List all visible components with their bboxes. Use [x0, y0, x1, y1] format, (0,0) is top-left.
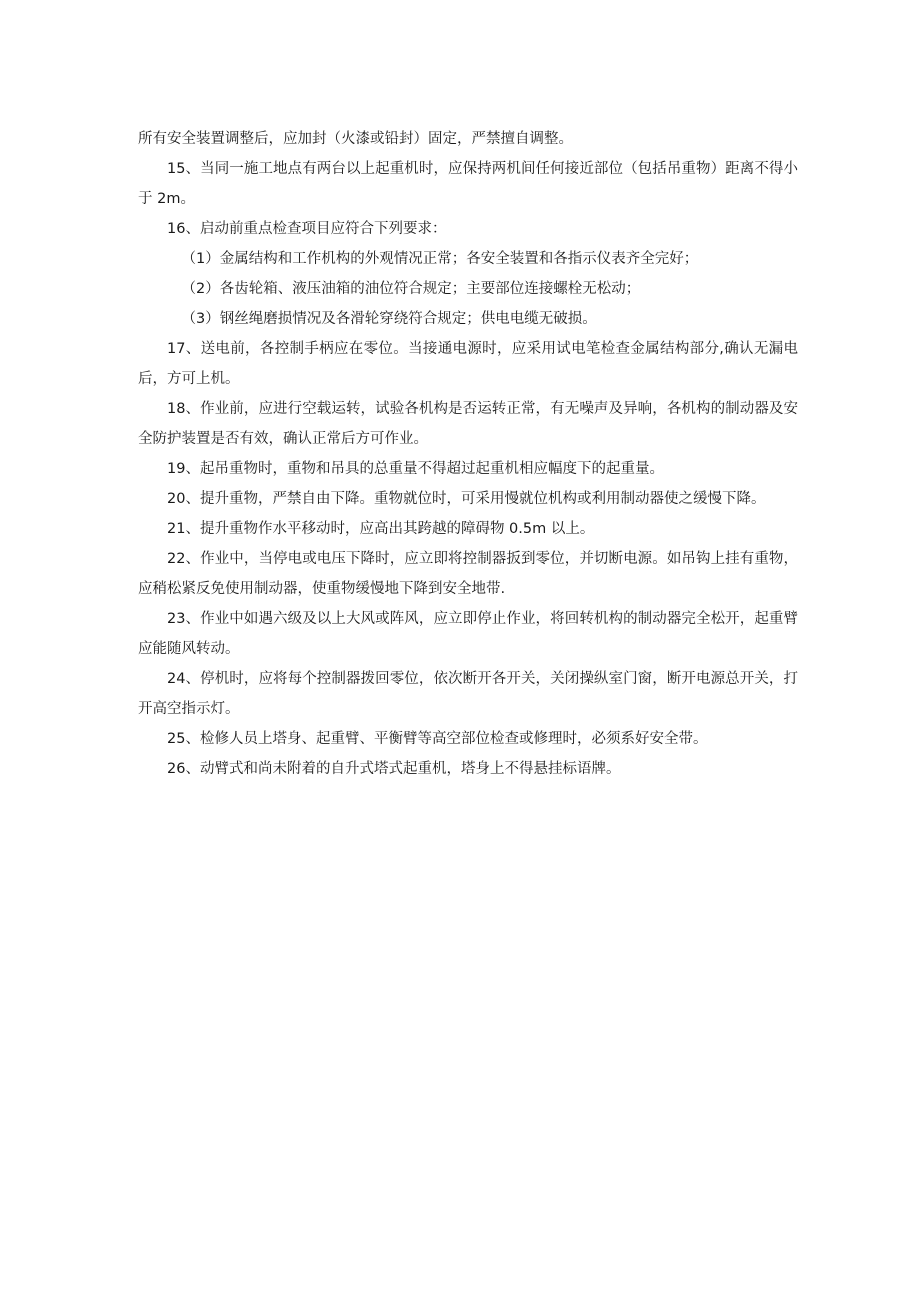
paragraph-18: 18、作业前，应进行空载运转，试验各机构是否运转正常，有无噪声及异响，各机构的制动器及安全防护装置是否有效，确认正常后方可作业。: [138, 401, 798, 447]
paragraph-25: 25、检修人员上塔身、起重臂、平衡臂等高空部位检查或修理时，必须系好安全带。: [167, 731, 708, 747]
sub-item-2: （2）各齿轮箱、液压油箱的油位符合规定；主要部位连接螺栓无松动；: [181, 281, 641, 297]
paragraph-continuation: 所有安全装置调整后，应加封（火漆或铅封）固定，严禁擅自调整。: [138, 131, 573, 147]
paragraph-16: 16、启动前重点检查项目应符合下列要求：: [167, 221, 447, 237]
paragraph-20: 20、提升重物，严禁自由下降。重物就位时，可采用慢就位机构或利用制动器使之缓慢下降。: [167, 491, 766, 507]
document-body: [138, 124, 798, 784]
paragraph-15: 15、当同一施工地点有两台以上起重机时，应保持两机间任何接近部位（包括吊重物）距离不得小于 2m。: [138, 161, 798, 207]
paragraph-17: 17、送电前，各控制手柄应在零位。当接通电源时，应采用试电笔检查金属结构部分,确认无漏电后，方可上机。: [138, 341, 798, 387]
paragraph-21: 21、提升重物作水平移动时，应高出其跨越的障碍物 0.5m 以上。: [167, 521, 595, 537]
sub-item-3: （3）钢丝绳磨损情况及各滑轮穿绕符合规定；供电电缆无破损。: [181, 311, 597, 327]
sub-item-1: （1）金属结构和工作机构的外观情况正常；各安全装置和各指示仪表齐全完好；: [181, 251, 699, 267]
paragraph-19: 19、起吊重物时，重物和吊具的总重量不得超过起重机相应幅度下的起重量。: [167, 461, 664, 477]
paragraph-24: 24、停机时，应将每个控制器拨回零位，依次断开各开关，关闭操纵室门窗，断开电源总开关，打开高空指示灯。: [138, 671, 798, 717]
paragraph-22: 22、作业中，当停电或电压下降时，应立即将控制器扳到零位，并切断电源。如吊钩上挂有重物，应稍松紧反免使用制动器，使重物缓慢地下降到安全地带.: [138, 551, 798, 597]
paragraph-26: 26、动臂式和尚未附着的自升式塔式起重机，塔身上不得悬挂标语牌。: [167, 761, 621, 777]
paragraph-23: 23、作业中如遇六级及以上大风或阵风，应立即停止作业，将回转机构的制动器完全松开，起重臂应能随风转动。: [138, 611, 798, 657]
